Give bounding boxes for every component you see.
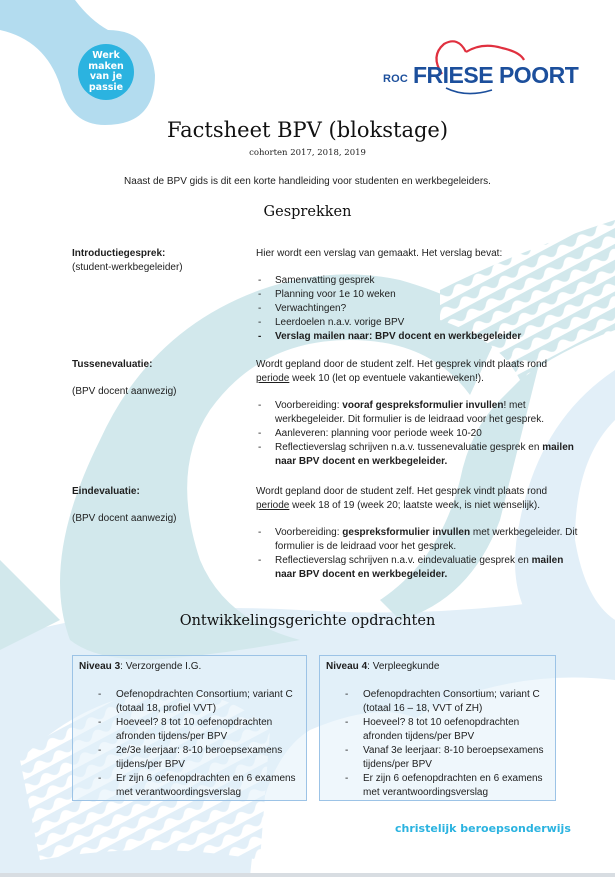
eindevaluatie-sublabel: (BPV docent aanwezig)	[72, 513, 177, 524]
badge-line: passie	[88, 81, 124, 93]
list-item: - Planning voor 1e 10 weken	[256, 288, 586, 302]
tussenevaluatie-label: Tussenevaluatie:	[72, 359, 153, 370]
list-item: - Hoeveel? 8 tot 10 oefenopdrachten afronden tijdens/per BPV	[326, 716, 549, 744]
row-label	[72, 247, 252, 275]
eindevaluatie-list	[256, 526, 586, 582]
footer-tagline: christelijk beroepsonderwijs	[395, 822, 571, 835]
row-content	[256, 485, 586, 582]
list-item	[256, 554, 586, 582]
list-item: - Verslag mailen naar: BPV docent en werkbegeleider	[256, 330, 586, 344]
item-bold: gespreksformulier invullen	[342, 527, 471, 538]
slogan-badge	[78, 44, 134, 100]
row-label	[72, 485, 252, 526]
row-label	[72, 358, 252, 399]
list-item	[256, 441, 586, 469]
list-item: - Vanaf 3e leerjaar: 8-10 beroepsexamens tijdens/per BPV	[326, 744, 549, 772]
tussenevaluatie-lead	[256, 358, 586, 386]
eindevaluatie-lead	[256, 485, 586, 513]
item-text: Voorbereiding:	[275, 400, 343, 411]
item-text: Reflectieverslag schrijven n.a.v. eindevaluatie gesprek en	[275, 555, 532, 566]
tussenevaluatie-sublabel: (BPV docent aanwezig)	[72, 386, 177, 397]
niveau-3-title	[79, 660, 300, 674]
niveau-title: : Verzorgende I.G.	[120, 661, 202, 672]
niveau-3-list	[79, 688, 300, 800]
niveau-4-box	[319, 655, 556, 801]
list-item: - Er zijn 6 oefenopdrachten en 6 examens met verantwoordingsverslag	[326, 772, 549, 800]
lead-underlined: periode	[256, 373, 290, 384]
lead-text: week 10 (let op eventuele vakantieweken!).	[289, 373, 484, 384]
badge-line: Werk	[92, 50, 120, 61]
niveau-4-title	[326, 660, 549, 674]
list-item	[256, 526, 586, 554]
section-heading-gesprekken: Gesprekken	[263, 204, 352, 220]
lead-text: Wordt gepland door de student zelf. Het gesprek vindt plaats rond	[256, 486, 548, 497]
list-item: - 2e/3e leerjaar: 8-10 beroepsexamens tijdens/per BPV	[79, 744, 300, 772]
roc-friese-poort-logo	[380, 38, 580, 98]
item-text: Reflectieverslag schrijven n.a.v. tussenevaluatie gesprek en	[275, 442, 543, 453]
row-content	[256, 358, 586, 469]
niveau-title: : Verpleegkunde	[367, 661, 440, 672]
niveau-3-box	[72, 655, 307, 801]
lead-text: week 18 of 19 (week 20; laatste week, is niet wenselijk).	[289, 500, 541, 511]
eindevaluatie-label: Eindevaluatie:	[72, 486, 140, 497]
item-text: met werkbegeleider. Dit formulier is de leidraad voor het gesprek.	[275, 527, 578, 552]
introductiegesprek-lead: Hier wordt een verslag van gemaakt. Het verslag bevat:	[256, 248, 503, 259]
list-item: - Samenvatting gesprek	[256, 274, 586, 288]
logo-name: FRIESE POORT	[413, 62, 579, 88]
list-item: - Oefenopdrachten Consortium; variant C (totaal 16 – 18, VVT of ZH)	[326, 688, 549, 716]
item-bold: mailen naar BPV docent en werkbegeleider.	[275, 555, 564, 580]
page-subtitle: cohorten 2017, 2018, 2019	[249, 148, 366, 158]
niveau-label: Niveau 4	[326, 661, 368, 672]
list-item: - Leerdoelen n.a.v. vorige BPV	[256, 316, 586, 330]
list-item: - Hoeveel? 8 tot 10 oefenopdrachten afronden tijdens/per BPV	[79, 716, 300, 744]
list-item	[256, 399, 586, 427]
item-text: Voorbereiding:	[275, 527, 343, 538]
introductiegesprek-list	[256, 274, 586, 344]
logo-prefix: ROC	[383, 73, 409, 85]
niveau-label: Niveau 3	[79, 661, 121, 672]
badge-line: van je	[89, 71, 123, 82]
section-heading-opdrachten: Ontwikkelingsgerichte opdrachten	[179, 613, 436, 629]
item-bold: vooraf gespreksformulier invullen	[342, 400, 504, 411]
lead-text: Wordt gepland door de student zelf. Het gesprek vindt plaats rond	[256, 359, 548, 370]
intro-text: Naast de BPV gids is dit een korte handleiding voor studenten en werkbegeleiders.	[124, 176, 491, 187]
badge-line: maken	[88, 60, 124, 72]
list-item: - Oefenopdrachten Consortium; variant C (totaal 18, profiel VVT)	[79, 688, 300, 716]
list-item: - Aanleveren: planning voor periode week 10-20	[256, 427, 586, 441]
list-item: - Verwachtingen?	[256, 302, 586, 316]
introductiegesprek-label: Introductiegesprek:	[72, 248, 166, 259]
page-title: Factsheet BPV (blokstage)	[166, 118, 449, 142]
tussenevaluatie-list	[256, 399, 586, 469]
item-bold: mailen naar BPV docent en werkbegeleider.	[275, 442, 574, 467]
row-content	[256, 247, 586, 344]
lead-underlined: periode	[256, 500, 290, 511]
niveau-4-list	[326, 688, 549, 800]
list-item: - Er zijn 6 oefenopdrachten en 6 examens met verantwoordingsverslag	[79, 772, 300, 800]
item-text: ! met werkbegeleider. Dit formulier is de leidraad voor het gesprek.	[275, 400, 545, 425]
introductiegesprek-sublabel: (student-werkbegeleider)	[72, 262, 183, 273]
